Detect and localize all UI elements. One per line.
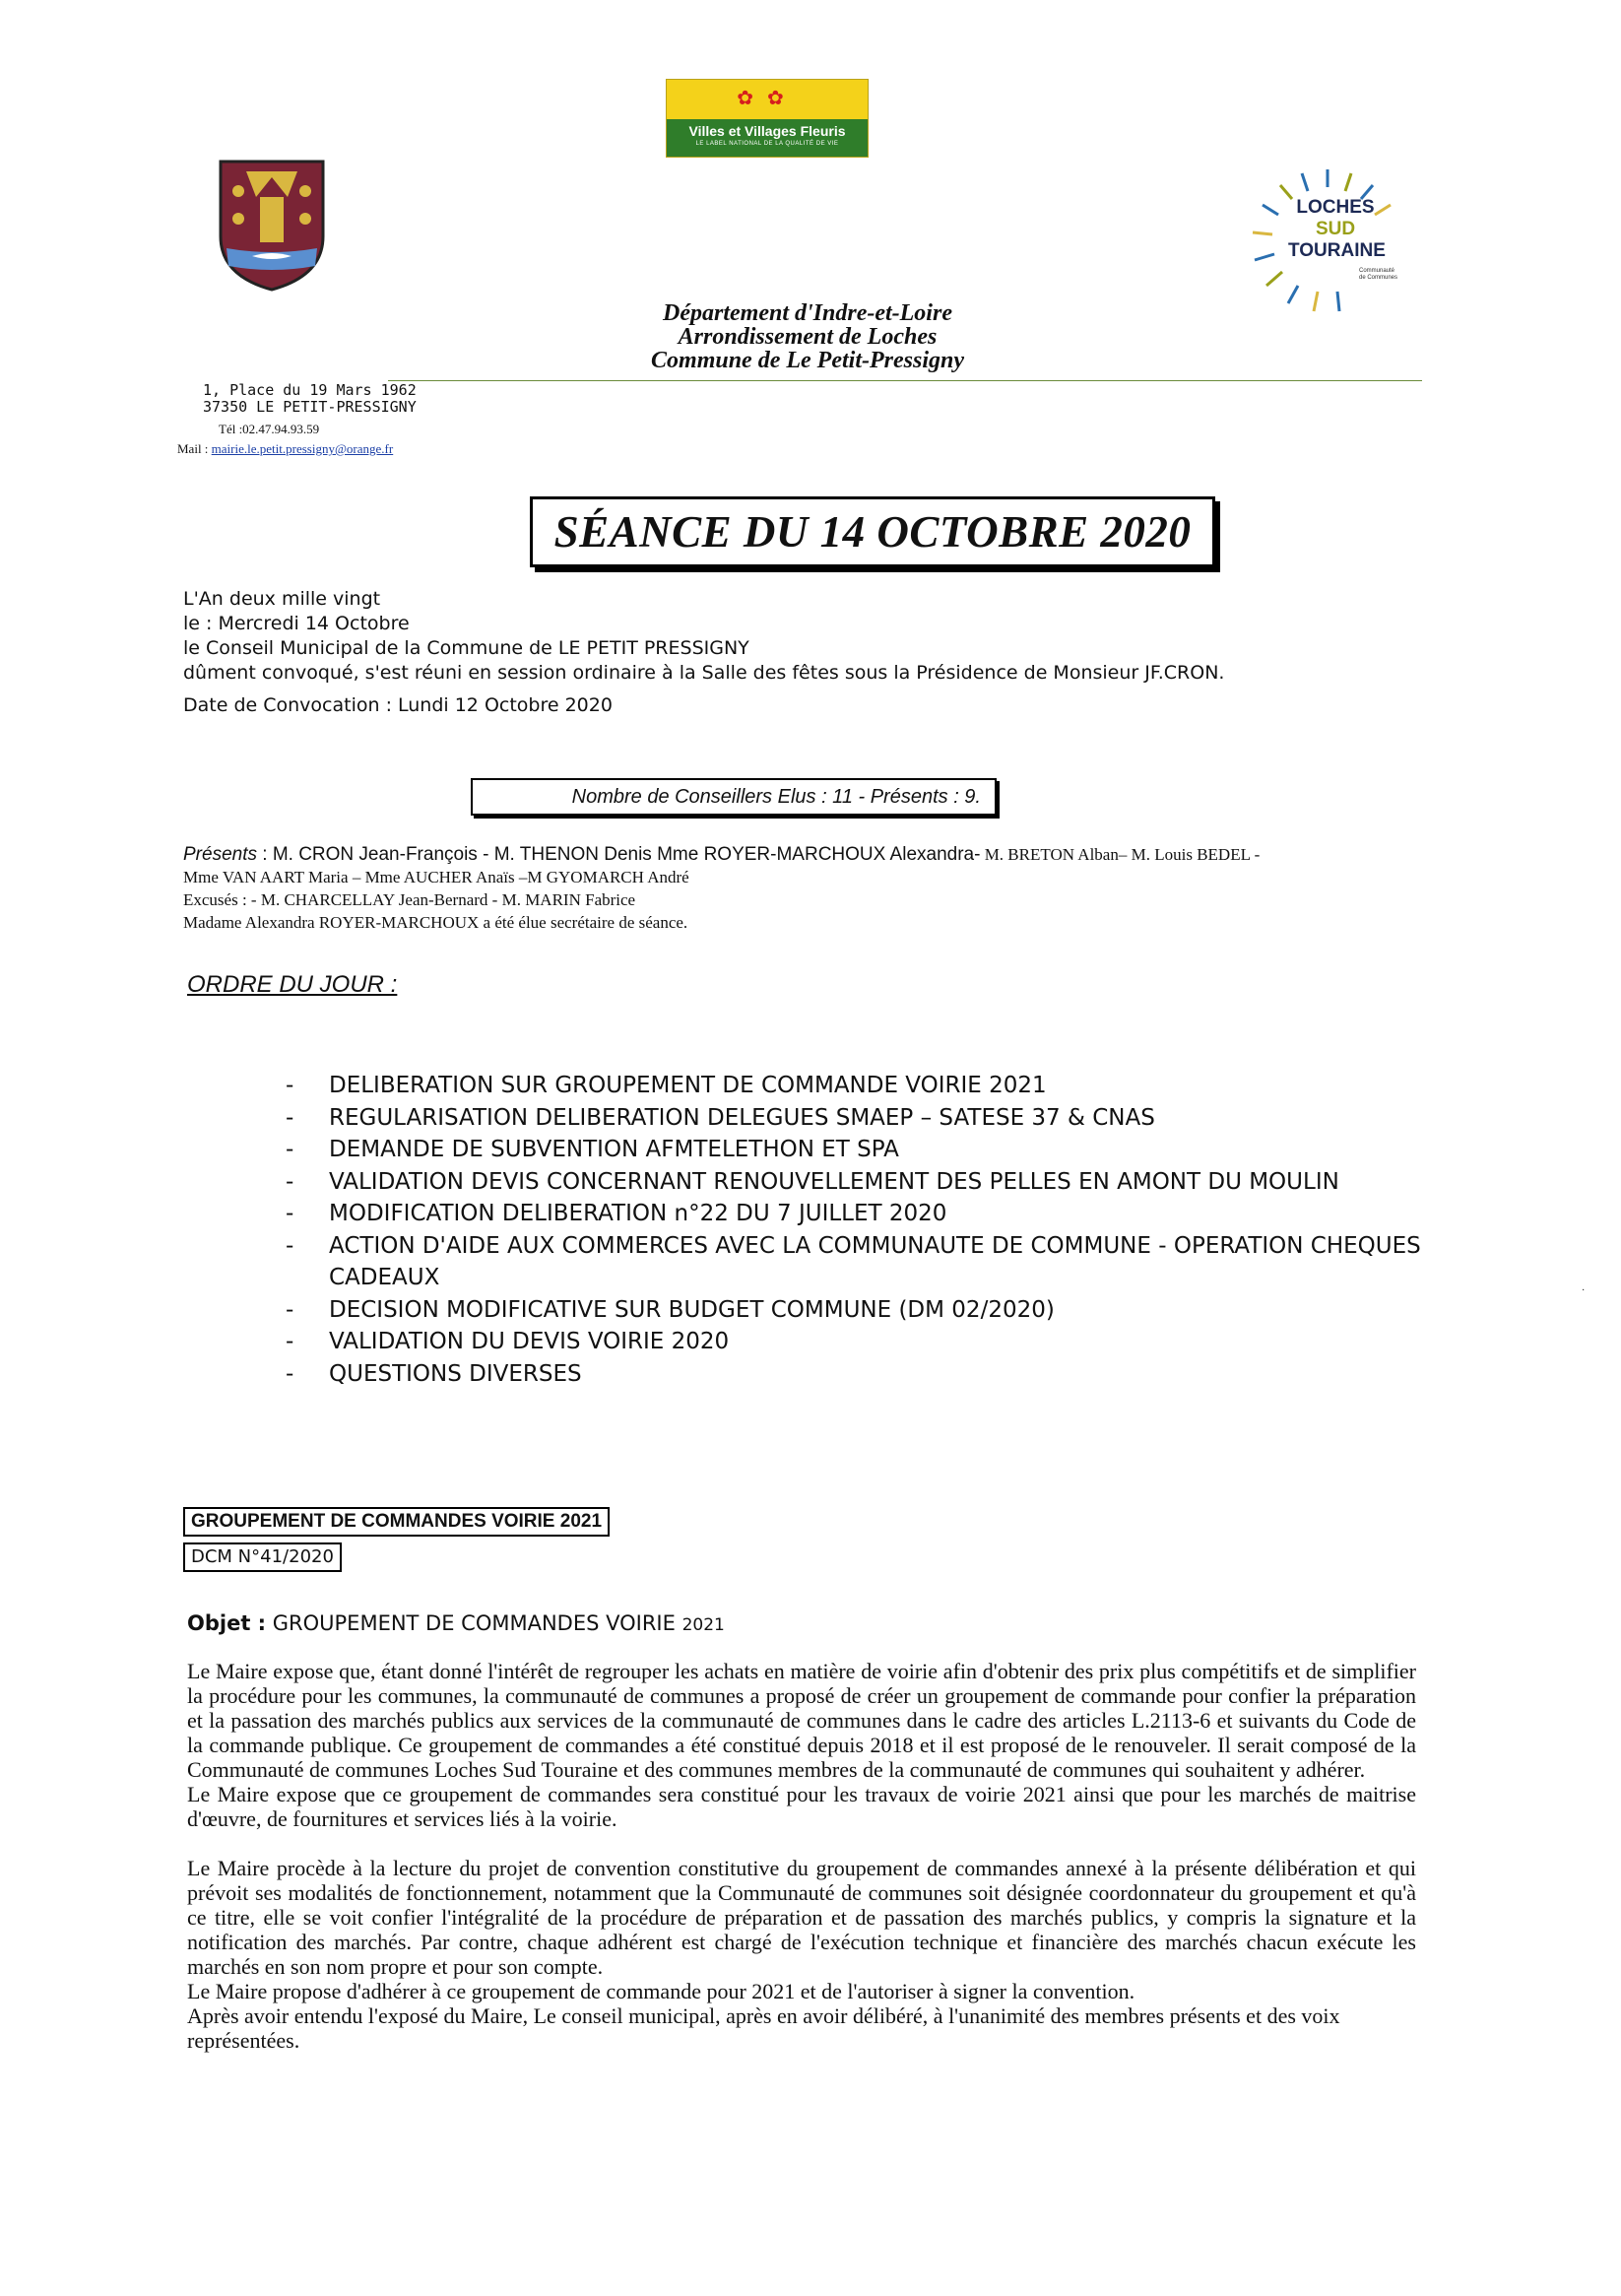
address-line1: 1, Place du 19 Mars 1962 [203, 381, 417, 399]
agenda-dash: - [286, 1232, 294, 1259]
dcm-number: DCM N°41/2020 [183, 1542, 342, 1572]
commune-text: Commune de Le Petit-Pressigny [651, 348, 964, 373]
agenda-item [286, 1294, 1448, 1327]
deliberation-body [187, 1659, 1416, 2053]
date-convocation: Date de Convocation : Lundi 12 Octobre 2020 [183, 694, 613, 716]
agenda-item [286, 1358, 1448, 1391]
arrondissement-text: Arrondissement de Loches [678, 324, 938, 350]
ordre-du-jour-heading: ORDRE DU JOUR : [187, 971, 398, 998]
agenda-item [286, 1070, 1448, 1102]
paragraph: Le Maire expose que, étant donné l'intérêt de regrouper les achats en matière de voirie afin d'obtenir des prix plus compétitifs et de simplifier la procédure pour les communes, la communauté de communes a proposé de créer un groupement de commande pour confier la préparation et la passation des marchés publics aux services de la communauté de communes dans le cadre des articles L.2113-6 et suivants du Code de la commande publique. Ce groupement de commandes a été constitué depuis 2018 et il est proposé de le renouveler. Il serait composé de la Communauté de communes Loches Sud Touraine et des communes membres de la communauté de communes qui souhaitent y adhérer. [187, 1659, 1416, 1782]
header-block [551, 301, 1064, 372]
presents-line1 [183, 843, 1444, 866]
agenda-item [286, 1166, 1448, 1199]
flower-icon: ✿✿ [737, 86, 798, 109]
agenda-item-text: ACTION D'AIDE AUX COMMERCES AVEC LA COMMUNAUTE DE COMMUNE - OPERATION CHEQUES CADEAUX [329, 1232, 1421, 1290]
mail-label: Mail : [177, 441, 209, 456]
agenda-item-text: DELIBERATION SUR GROUPEMENT DE COMMANDE VOIRIE 2021 [329, 1073, 1047, 1098]
intro-line2: le : Mercredi 14 Octobre [183, 613, 410, 634]
excuses-line: Excusés : - M. CHARCELLAY Jean-Bernard - M. MARIN Fabrice [183, 890, 636, 909]
loches-sud-touraine-logo [1243, 164, 1410, 317]
objet-line [187, 1611, 725, 1635]
agenda-item-text: QUESTIONS DIVERSES [329, 1360, 582, 1387]
agenda-item-text: VALIDATION DEVIS CONCERNANT RENOUVELLEMENT DES PELLES EN AMONT DU MOULIN [329, 1168, 1339, 1195]
agenda-list [286, 1070, 1448, 1390]
section-title: GROUPEMENT DE COMMANDES VOIRIE 2021 [183, 1507, 610, 1537]
intro-block [183, 587, 1224, 718]
address-line2: 37350 LE PETIT-PRESSIGNY [203, 398, 417, 416]
flowers-logo-subtitle: LE LABEL NATIONAL DE LA QUALITÉ DE VIE [695, 141, 839, 147]
department-text: Département d'Indre-et-Loire [663, 300, 952, 326]
intro-line3: le Conseil Municipal de la Commune de LE PETIT PRESSIGNY [183, 637, 749, 659]
presents-serif: M. BRETON Alban– M. Louis BEDEL - [980, 845, 1261, 864]
agenda-dash: - [286, 1296, 294, 1323]
objet-year: 2021 [681, 1615, 725, 1635]
loches-logo-line3: TOURAINE [1288, 240, 1386, 261]
councillors-count-box [471, 778, 997, 816]
objet-label: Objet : [187, 1611, 267, 1635]
secretaire-line: Madame Alexandra ROYER-MARCHOUX a été élue secrétaire de séance. [183, 913, 688, 932]
presents-line2: Mme VAN AART Maria – Mme AUCHER Anaïs –M GYOMARCH André [183, 868, 689, 886]
agenda-item-text: REGULARISATION DELIBERATION DELEGUES SMAEP – SATESE 37 & CNAS [329, 1104, 1155, 1131]
agenda-item [286, 1326, 1448, 1358]
header-divider [388, 380, 1422, 381]
scan-mark: · [1582, 1285, 1586, 1296]
intro-line4: dûment convoqué, s'est réuni en session ordinaire à la Salle des fêtes sous la Présidence de Monsieur JF.CRON. [183, 662, 1225, 684]
agenda-dash: - [286, 1201, 294, 1226]
flowers-logo-title: Villes et Villages Fleuris [688, 123, 846, 139]
intro-line1: L'An deux mille vingt [183, 588, 381, 610]
agenda-item [286, 1102, 1448, 1135]
agenda-dash: - [286, 1329, 294, 1354]
mail-line [177, 441, 393, 457]
agenda-dash: - [286, 1360, 294, 1387]
agenda-dash: - [286, 1137, 294, 1162]
presents-sans: : M. CRON Jean-François - M. THENON Denis Mme ROYER-MARCHOUX Alexandra- [256, 844, 981, 865]
coat-of-arms-icon [217, 158, 327, 294]
agenda-item-text: DEMANDE DE SUBVENTION AFMTELETHON ET SPA [329, 1137, 899, 1162]
paragraph: Le Maire propose d'adhérer à ce groupement de commande pour 2021 et de l'autoriser à signer la convention. [187, 1979, 1135, 2003]
address-block [203, 382, 417, 416]
agenda-dash: - [286, 1073, 294, 1098]
seance-title: SÉANCE DU 14 OCTOBRE 2020 [553, 507, 1192, 557]
attendance-block [183, 843, 1444, 934]
loches-logo-line2: SUD [1315, 219, 1356, 239]
councillors-count: Nombre de Conseillers Elus : 11 - Présents : 9. [571, 786, 981, 808]
loches-logo-small: Communauté de Communes [1359, 268, 1398, 281]
loches-logo-line1: LOCHES [1296, 197, 1375, 218]
phone-text: Tél :02.47.94.93.59 [219, 422, 320, 436]
seance-title-box [530, 496, 1215, 567]
mail-link[interactable]: mairie.le.petit.pressigny@orange.fr [211, 441, 394, 456]
agenda-dash: - [286, 1168, 294, 1195]
paragraph: Le Maire procède à la lecture du projet de convention constitutive du groupement de commandes annexé à la présente délibération et qui prévoit ses modalités de fonctionnement, notamment que la Communauté de communes soit désignée coordonnateur du groupement et qu'à ce titre, elle se voit confier l'intégralité de la procédure de préparation et de passation des marchés publics, y compris la signature et la notification des marchés. Par contre, chaque adhérent est chargé de l'exécution technique et financière des marchés chacun exécute les marchés en son nom propre et pour son compte. [187, 1856, 1416, 1979]
agenda-item [286, 1230, 1448, 1294]
objet-text: GROUPEMENT DE COMMANDES VOIRIE [266, 1611, 682, 1635]
agenda-item-text: MODIFICATION DELIBERATION n°22 DU 7 JUILLET 2020 [329, 1201, 947, 1226]
agenda-item-text: VALIDATION DU DEVIS VOIRIE 2020 [329, 1329, 730, 1354]
agenda-dash: - [286, 1104, 294, 1131]
agenda-item-text: DECISION MODIFICATIVE SUR BUDGET COMMUNE (DM 02/2020) [329, 1296, 1055, 1323]
paragraph: Après avoir entendu l'exposé du Maire, Le conseil municipal, après en avoir délibéré, à l'unanimité des membres présents et des voix représentées. [187, 2003, 1340, 2053]
paragraph: Le Maire expose que ce groupement de commandes sera constitué pour les travaux de voirie 2021 ainsi que pour les marchés de maitrise d'œuvre, de fournitures et services liés à la voirie. [187, 1782, 1416, 1831]
villes-villages-fleuris-logo [666, 79, 869, 158]
agenda-item [286, 1198, 1448, 1230]
agenda-item [286, 1134, 1448, 1166]
presents-label: Présents [183, 844, 257, 865]
